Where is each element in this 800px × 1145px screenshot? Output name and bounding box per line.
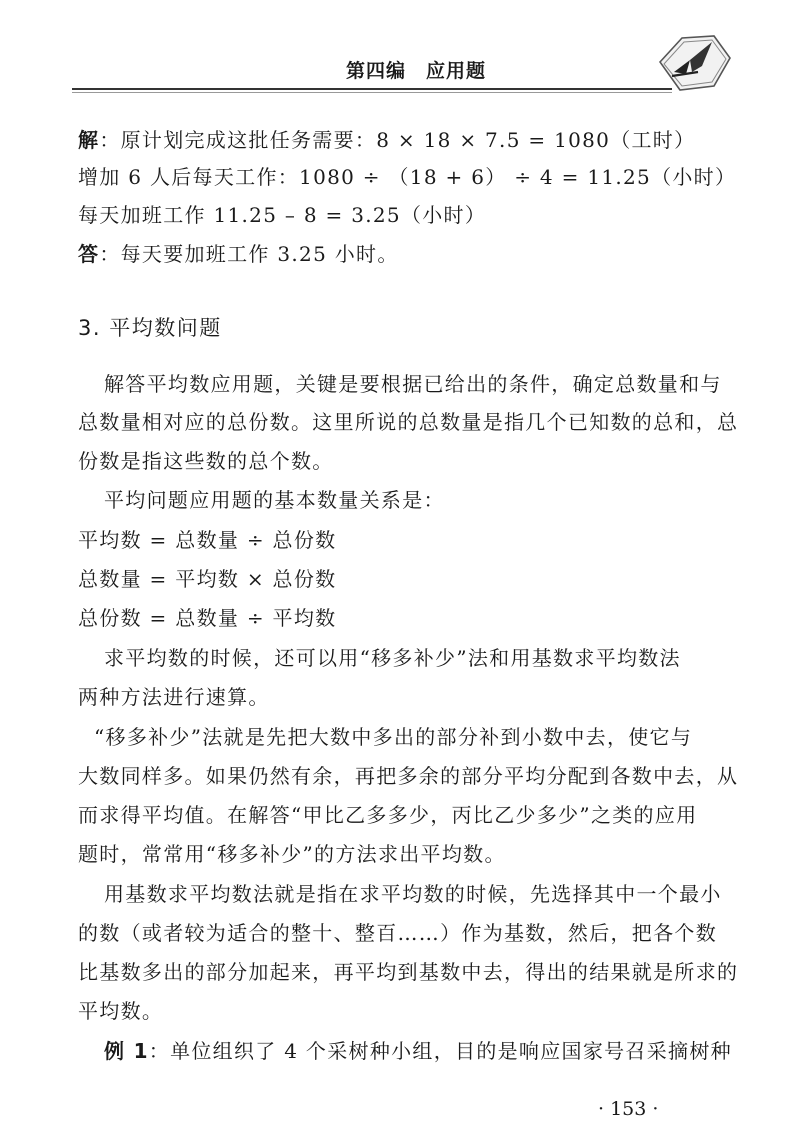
paragraph-4-line-4: 题时，常常用“移多补少”的方法求出平均数。 bbox=[78, 842, 506, 866]
example-label: 例 1 bbox=[104, 1039, 149, 1063]
paragraph-5-line-4: 平均数。 bbox=[78, 999, 164, 1023]
paragraph-1-line-1: 解答平均数应用题，关键是要根据已给出的条件，确定总数量和与 bbox=[104, 372, 722, 396]
answer-line: 答：每天要加班工作 3.25 小时。 bbox=[78, 242, 399, 266]
solution-line-3: 每天加班工作 11.25 – 8 = 3.25（小时） bbox=[78, 203, 487, 227]
chapter-title: 第四编 应用题 bbox=[346, 60, 487, 82]
paragraph-3-line-1: 求平均数的时候，还可以用“移多补少”法和用基数求平均数法 bbox=[104, 646, 681, 670]
paragraph-5-line-1: 用基数求平均数法就是指在求平均数的时候，先选择其中一个最小 bbox=[104, 882, 722, 906]
paragraph-1-line-2: 总数量相对应的总份数。这里所说的总数量是指几个已知数的总和，总 bbox=[78, 410, 739, 434]
paragraph-4-line-3: 而求得平均值。在解答“甲比乙多多少，丙比乙少多少”之类的应用 bbox=[78, 803, 698, 827]
page-number: · 153 · bbox=[598, 1098, 659, 1120]
header-rule bbox=[72, 88, 672, 90]
paragraph-4-line-1: “移多补少”法就是先把大数中多出的部分补到小数中去，使它与 bbox=[94, 725, 693, 749]
solution-line-2: 增加 6 人后每天工作：1080 ÷ （18 + 6） ÷ 4 = 11.25（小时） bbox=[78, 165, 737, 189]
page-header bbox=[0, 0, 800, 100]
solution-line-1: 解：原计划完成这批任务需要：8 × 18 × 7.5 = 1080（工时） bbox=[78, 128, 696, 152]
answer-label: 答 bbox=[78, 242, 100, 266]
paragraph-1-line-3: 份数是指这些数的总个数。 bbox=[78, 449, 334, 473]
section-title: 3. 平均数问题 bbox=[78, 316, 222, 340]
paragraph-5-line-3: 比基数多出的部分加起来，再平均到基数中去，得出的结果就是所求的 bbox=[78, 960, 739, 984]
paragraph-5-line-2: 的数（或者较为适合的整十、整百……）作为基数，然后，把各个数 bbox=[78, 921, 717, 945]
solution-label: 解 bbox=[78, 128, 100, 152]
formula-3: 总份数 = 总数量 ÷ 平均数 bbox=[78, 606, 337, 630]
paragraph-2: 平均问题应用题的基本数量关系是： bbox=[104, 488, 445, 512]
formula-1: 平均数 = 总数量 ÷ 总份数 bbox=[78, 528, 337, 552]
formula-2: 总数量 = 平均数 × 总份数 bbox=[78, 567, 337, 591]
example-1: 例 1：单位组织了 4 个采树种小组，目的是响应国家号召采摘树种 bbox=[104, 1039, 732, 1063]
paragraph-3-line-2: 两种方法进行速算。 bbox=[78, 685, 270, 709]
paragraph-4-line-2: 大数同样多。如果仍然有余，再把多余的部分平均分配到各数中去，从 bbox=[78, 764, 739, 788]
header-rule-thin bbox=[72, 92, 672, 93]
book-logo-icon bbox=[652, 28, 734, 100]
